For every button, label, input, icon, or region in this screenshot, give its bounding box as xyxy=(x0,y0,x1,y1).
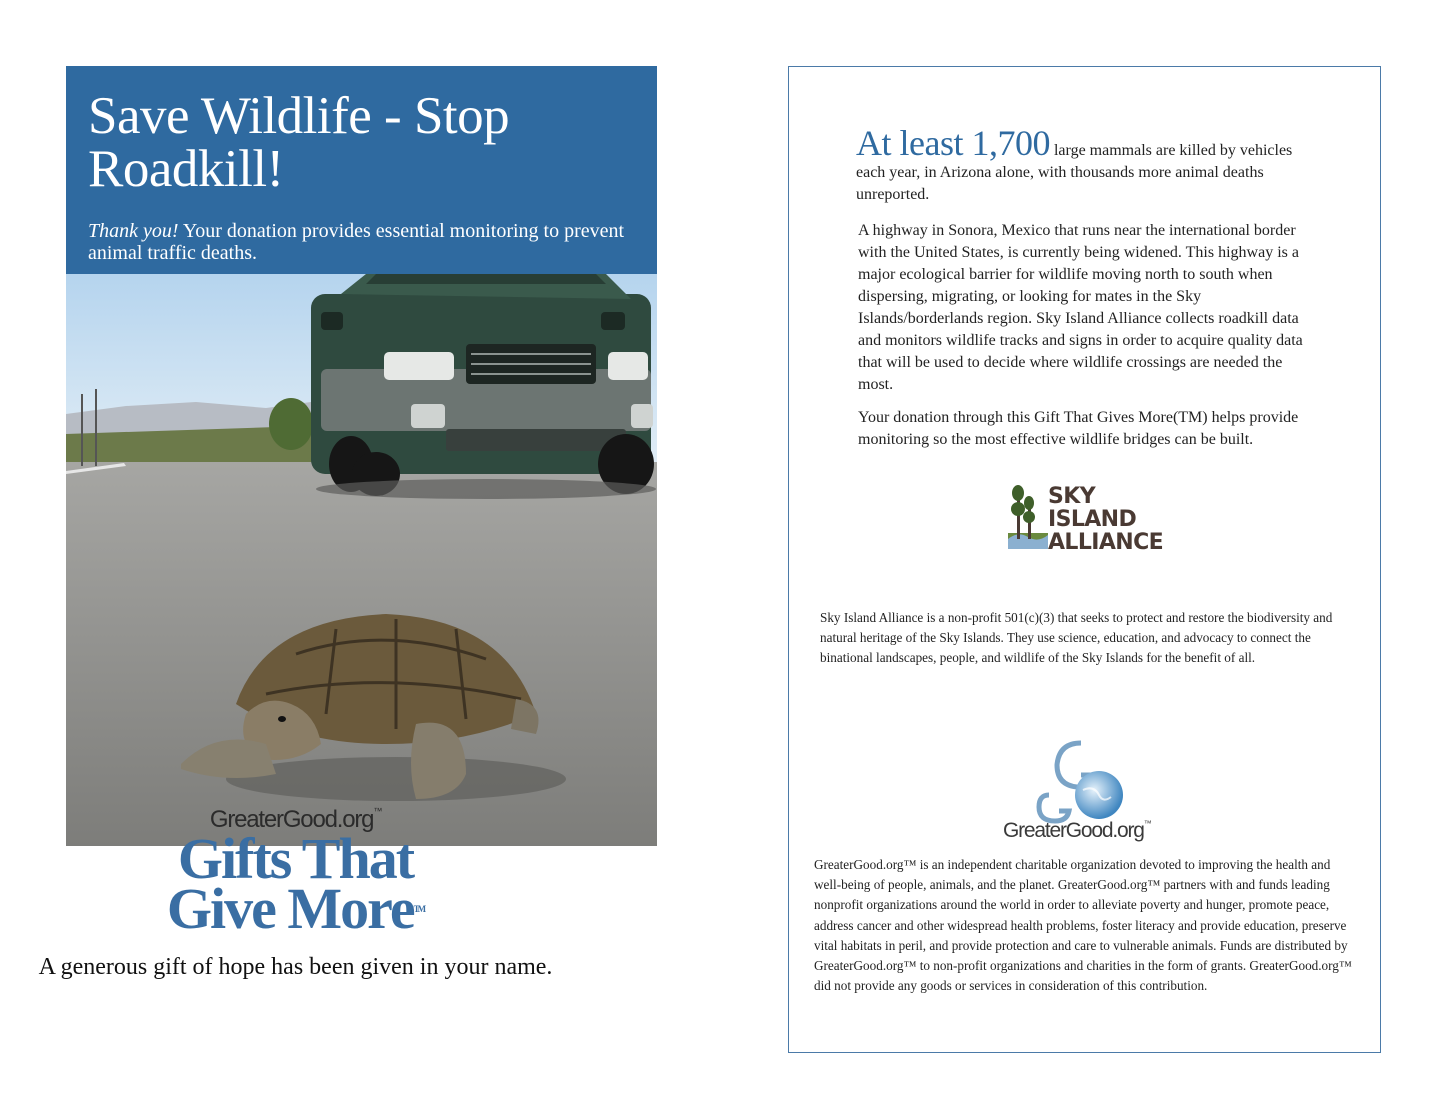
sia-wordmark: SKY ISLAND ALLIANCE xyxy=(1048,484,1164,555)
greatergood-description: GreaterGood.org™ is an independent charitable organization devoted to improving the health and well-being of people, animals, and the planet. GreaterGood.org™ partners with and funds leading nonprofit organizations around the world in order to alleviate poverty and hunger, promote peace, address cancer and other widespread health problems, foster literacy and provide education, preserve vital habitats in peril, and provide protection and care to vulnerable animals. Funds are distributed by GreaterGood.org™ to non-profit organizations and charities in the form of grants. GreaterGood.org™ did not provide any goods or services in consideration of this contribution. xyxy=(814,857,1352,994)
subtitle-text: Your donation provides essential monitoring to prevent animal traffic deaths. xyxy=(88,220,625,264)
left-panel xyxy=(66,66,657,846)
car-illustration xyxy=(311,274,654,496)
highway-paragraph: A highway in Sonora, Mexico that runs near the international border with the United States, is currently being widened. This highway is a major ecological barrier for wildlife moving north to south when dispersing, migrating, or looking for mates in the Sky Islands/borderlands region. Sky Island Alliance collects roadkill data and monitors wildlife tracks and signs in order to acquire quality data that will be used to decide where wildlife crossings are needed the most. xyxy=(858,222,1303,393)
photo-illustration xyxy=(66,274,657,846)
statistic-text: large mammals are killed by vehicles each year, in Arizona alone, with thousands more animal deaths unreported. xyxy=(856,142,1293,203)
greatergood-wordmark: GreaterGood.org™ xyxy=(209,806,382,833)
give-more-line: Give More™ xyxy=(166,876,425,941)
globe-logo-icon xyxy=(999,735,1179,825)
donation-paragraph: Your donation through this Gift That Gives More(TM) helps provide monitoring so the most effective wildlife bridges can be built. xyxy=(858,409,1299,448)
greatergood-logo xyxy=(999,735,1179,847)
hope-message: A generous gift of hope has been given in your name. xyxy=(38,954,553,980)
sky-island-alliance-logo xyxy=(1008,481,1164,555)
greatergood-logo-wordmark: GreaterGood.org™ xyxy=(1003,819,1151,842)
tree-logo-icon xyxy=(1008,481,1048,551)
gifts-that-line: Gifts That xyxy=(177,826,414,891)
page-title: Save Wildlife - Stop Roadkill! xyxy=(88,87,510,198)
statistic-highlight: At least 1,700 xyxy=(856,123,1050,163)
sia-description: Sky Island Alliance is a non-profit 501(c)(3) that seeks to protect and restore the biodiversity and natural heritage of the Sky Islands. They use science, education, and advocacy to connect the binational landscapes, people, and wildlife of the Sky Islands for the benefit of all. xyxy=(820,610,1333,665)
title-banner xyxy=(66,66,657,274)
tortoise-road-photo xyxy=(66,274,657,846)
banner-subtitle xyxy=(88,220,635,264)
right-panel xyxy=(788,66,1381,1053)
gifts-that-give-more-logo xyxy=(0,806,591,941)
statistic-paragraph xyxy=(856,125,1316,206)
thank-you-text: Thank you! xyxy=(88,220,179,242)
